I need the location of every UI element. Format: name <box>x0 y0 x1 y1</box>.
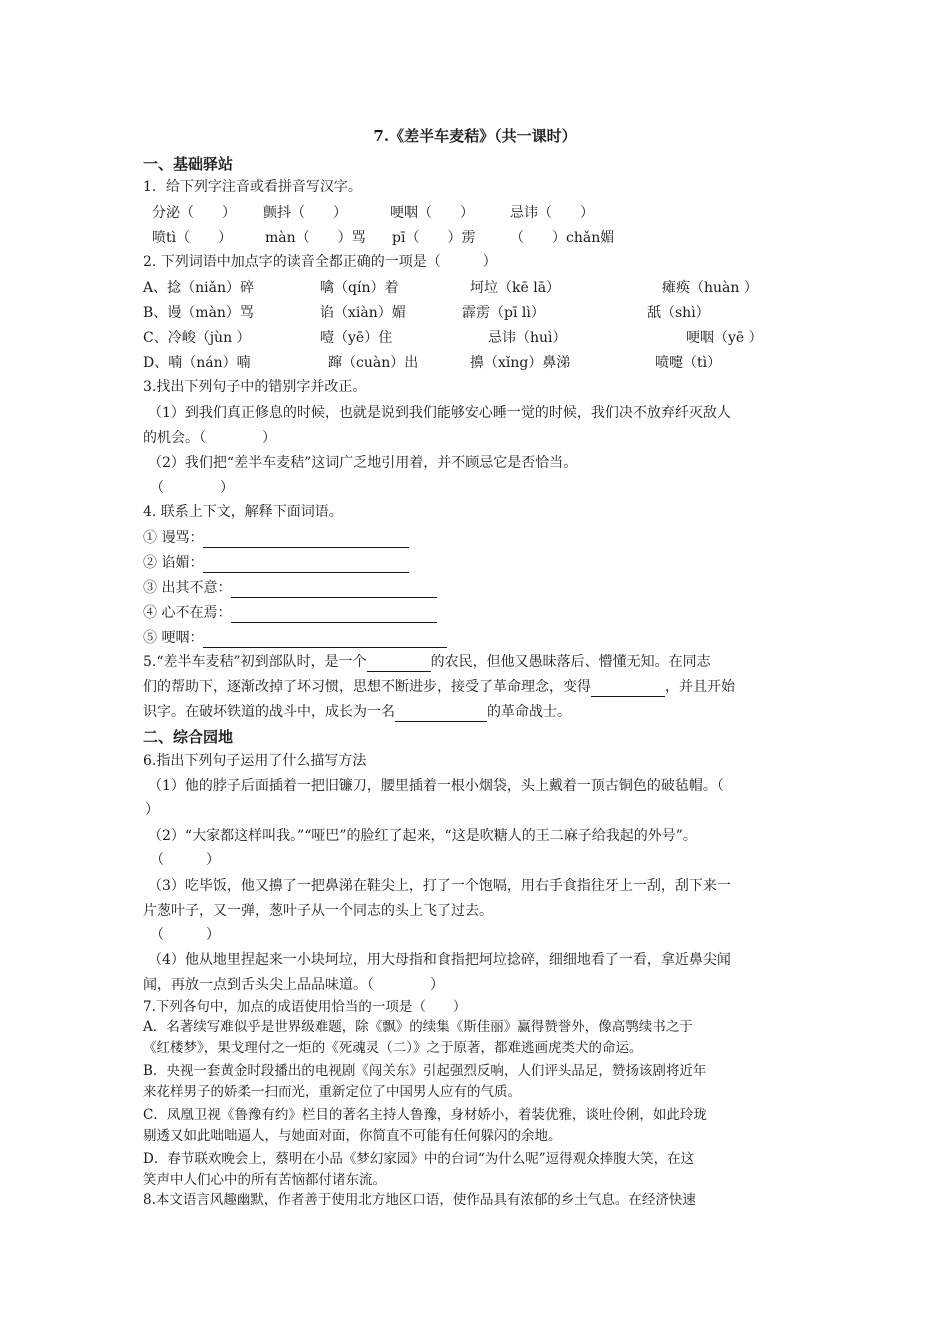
answer-blank[interactable] <box>591 682 665 697</box>
q4-term-label: ① 谩骂： <box>143 530 204 546</box>
q2-option-b: 霹雳（pī lì） <box>462 305 545 321</box>
q2-option-a: 坷垃（kē lā） <box>470 280 561 296</box>
q6-sentence-2: （2）“大家都这样叫我。”“哑巴”的脸红了起来，“这是吹糖人的王二麻子给我起的外号”。 <box>148 828 697 844</box>
answer-blank[interactable] <box>231 608 437 623</box>
q2-option-d: 蹿（cuàn）出 <box>328 355 419 371</box>
q6-answer-blank: （ ） <box>150 927 220 943</box>
section-heading-synthesis: 二、综合园地 <box>143 728 234 746</box>
q3-sentence-1-cont: 的机会。（ ） <box>143 430 276 446</box>
q7-option-b-cont: 来花样男子的娇柔一扫而光，重新定位了中国男人应有的气质。 <box>143 1084 521 1100</box>
question-5-line-3 <box>143 702 571 722</box>
question-5-line-1 <box>143 652 711 672</box>
q1-item: 分泌（ ） <box>152 205 236 221</box>
answer-blank[interactable] <box>203 633 447 648</box>
q5-text: 们的帮助下，逐渐改掉了坏习惯，思想不断进步，接受了革命理念，变得 <box>143 679 591 695</box>
q6-sentence-3-cont: 片葱叶子，又一弹，葱叶子从一个同志的头上飞了过去。 <box>143 903 493 919</box>
question-6: 6.指出下列句子运用了什么描写方法 <box>143 753 367 769</box>
q3-answer-blank: （ ） <box>150 480 234 496</box>
q1-item: 哽咽（ ） <box>390 205 474 221</box>
q6-sentence-4: （4）他从地里捏起来一小块坷垃，用大母指和食指把坷垃捻碎，细细地看了一看，拿近鼻尖闻 <box>148 952 731 968</box>
q5-text: 的农民，但他又愚昧落后、懵懂无知。在同志 <box>430 654 711 670</box>
q3-sentence-2: （2）我们把“差半车麦秸”这词广乏地引用着，并不顾忌它是否恰当。 <box>148 455 578 471</box>
question-8: 8.本文语言风趣幽默，作者善于使用北方地区口语，使作品具有浓郁的乡土气息。在经济快速 <box>143 1192 696 1208</box>
question-5-line-2 <box>143 677 735 697</box>
q7-option-a-cont: 《红楼梦》，果戈理付之一炬的《死魂灵（二）》之于原著，都难逃画虎类犬的命运。 <box>143 1040 643 1056</box>
q7-option-c-cont: 剔透又如此咄咄逼人，与她面对面，你简直不可能有任何躲闪的余地。 <box>143 1128 562 1144</box>
question-4: 4. 联系上下文，解释下面词语。 <box>143 504 343 520</box>
question-1: 1．给下列字注音或看拼音写汉字。 <box>143 179 362 195</box>
q7-option-d: D．春节联欢晚会上，蔡明在小品《梦幻家园》中的台词“为什么呢”逗得观众捧腹大笑，在这 <box>143 1151 695 1167</box>
q2-option-a: 噙（qín）着 <box>320 280 399 296</box>
q6-sentence-4-cont: 闻，再放一点到舌头尖上品品味道。（ ） <box>143 977 444 993</box>
answer-blank[interactable] <box>203 558 409 573</box>
q2-option-b: 谄（xiàn）媚 <box>320 305 406 321</box>
q4-term-5 <box>143 628 447 648</box>
q2-option-c: 忌讳（huì） <box>488 330 567 346</box>
q4-term-label: ② 谄媚： <box>143 555 204 571</box>
q7-option-c: C．凤凰卫视《鲁豫有约》栏目的著名主持人鲁豫，身材娇小，着装优雅，谈吐伶俐，如此玲珑 <box>143 1107 707 1123</box>
answer-blank[interactable] <box>203 533 409 548</box>
question-2: 2. 下列词语中加点字的读音全都正确的一项是（ ） <box>143 254 497 270</box>
q2-option-a: 瘫痪（huàn ） <box>662 280 758 296</box>
q2-option-c: 噎（yē）住 <box>320 330 393 346</box>
q2-option-a: A、捻（niǎn）碎 <box>143 280 254 296</box>
q7-option-a: A．名著续写难似乎是世界级难题，除《飘》的续集《斯佳丽》赢得赞誉外，像高鹗续书之于 <box>143 1019 693 1035</box>
q7-option-b: B．央视一套黄金时段播出的电视剧《闯关东》引起强烈反响，人们评头品足，赞扬该剧将近年 <box>143 1063 707 1079</box>
q2-option-c: 哽咽（yē ） <box>686 330 763 346</box>
q2-option-b: B、谩（màn）骂 <box>143 305 254 321</box>
answer-blank[interactable] <box>367 657 431 672</box>
q2-option-d: 擤（xǐng）鼻涕 <box>470 355 571 371</box>
q1-item: （ ）chǎn媚 <box>510 230 615 246</box>
q6-sentence-1-cont: ） <box>145 802 159 818</box>
q6-sentence-1: （1）他的脖子后面插着一把旧镰刀，腰里插着一根小烟袋，头上戴着一顶古铜色的破毡帽。（ <box>148 778 724 794</box>
q7-option-d-cont: 笑声中人们心中的所有苦恼都付诸东流。 <box>143 1172 386 1188</box>
q6-sentence-3: （3）吃毕饭，他又擤了一把鼻涕在鞋尖上，打了一个饱嗝，用右手食指往牙上一刮，刮下来一 <box>148 878 731 894</box>
question-3: 3.找出下列句子中的错别字并改正。 <box>143 379 367 395</box>
q4-term-label: ③ 出其不意： <box>143 580 232 596</box>
q1-item: 喷tì（ ） <box>152 230 233 246</box>
q2-option-c: C、冷峻（jùn ） <box>143 330 251 346</box>
q1-item: 忌讳（ ） <box>510 205 594 221</box>
q5-text: ，并且开始 <box>665 679 735 695</box>
q4-term-1 <box>143 528 409 548</box>
q1-item: 颤抖（ ） <box>263 205 347 221</box>
q4-term-3 <box>143 578 437 598</box>
q3-sentence-1: （1）到我们真正修息的时候，也就是说到我们能够安心睡一觉的时候，我们决不放弃纤灭敌人 <box>148 405 731 421</box>
section-heading-basics: 一、基础驿站 <box>143 155 234 173</box>
answer-blank[interactable] <box>231 583 437 598</box>
q4-term-label: ④ 心不在焉： <box>143 605 232 621</box>
q2-option-d: 喷嚏（tì） <box>655 355 722 371</box>
q4-term-4 <box>143 603 437 623</box>
q5-text: 5.“差半车麦秸”初到部队时，是一个 <box>143 654 367 670</box>
q1-item: màn（ ）骂 <box>265 230 366 246</box>
answer-blank[interactable] <box>395 707 487 722</box>
q4-term-2 <box>143 553 409 573</box>
q2-option-d: D、喃（nán）喃 <box>143 355 251 371</box>
page-title: 7.《差半车麦秸》（共一课时） <box>373 127 577 145</box>
q2-option-b: 舐（shì） <box>647 305 710 321</box>
q5-text: 识字。在破坏铁道的战斗中，成长为一名 <box>143 704 395 720</box>
q1-item: pī（ ）雳 <box>392 230 476 246</box>
q6-answer-blank: （ ） <box>150 852 220 868</box>
question-7: 7.下列各句中，加点的成语使用恰当的一项是（ ） <box>143 999 467 1015</box>
q5-text: 的革命战士。 <box>487 704 571 720</box>
q4-term-label: ⑤ 哽咽： <box>143 630 204 646</box>
